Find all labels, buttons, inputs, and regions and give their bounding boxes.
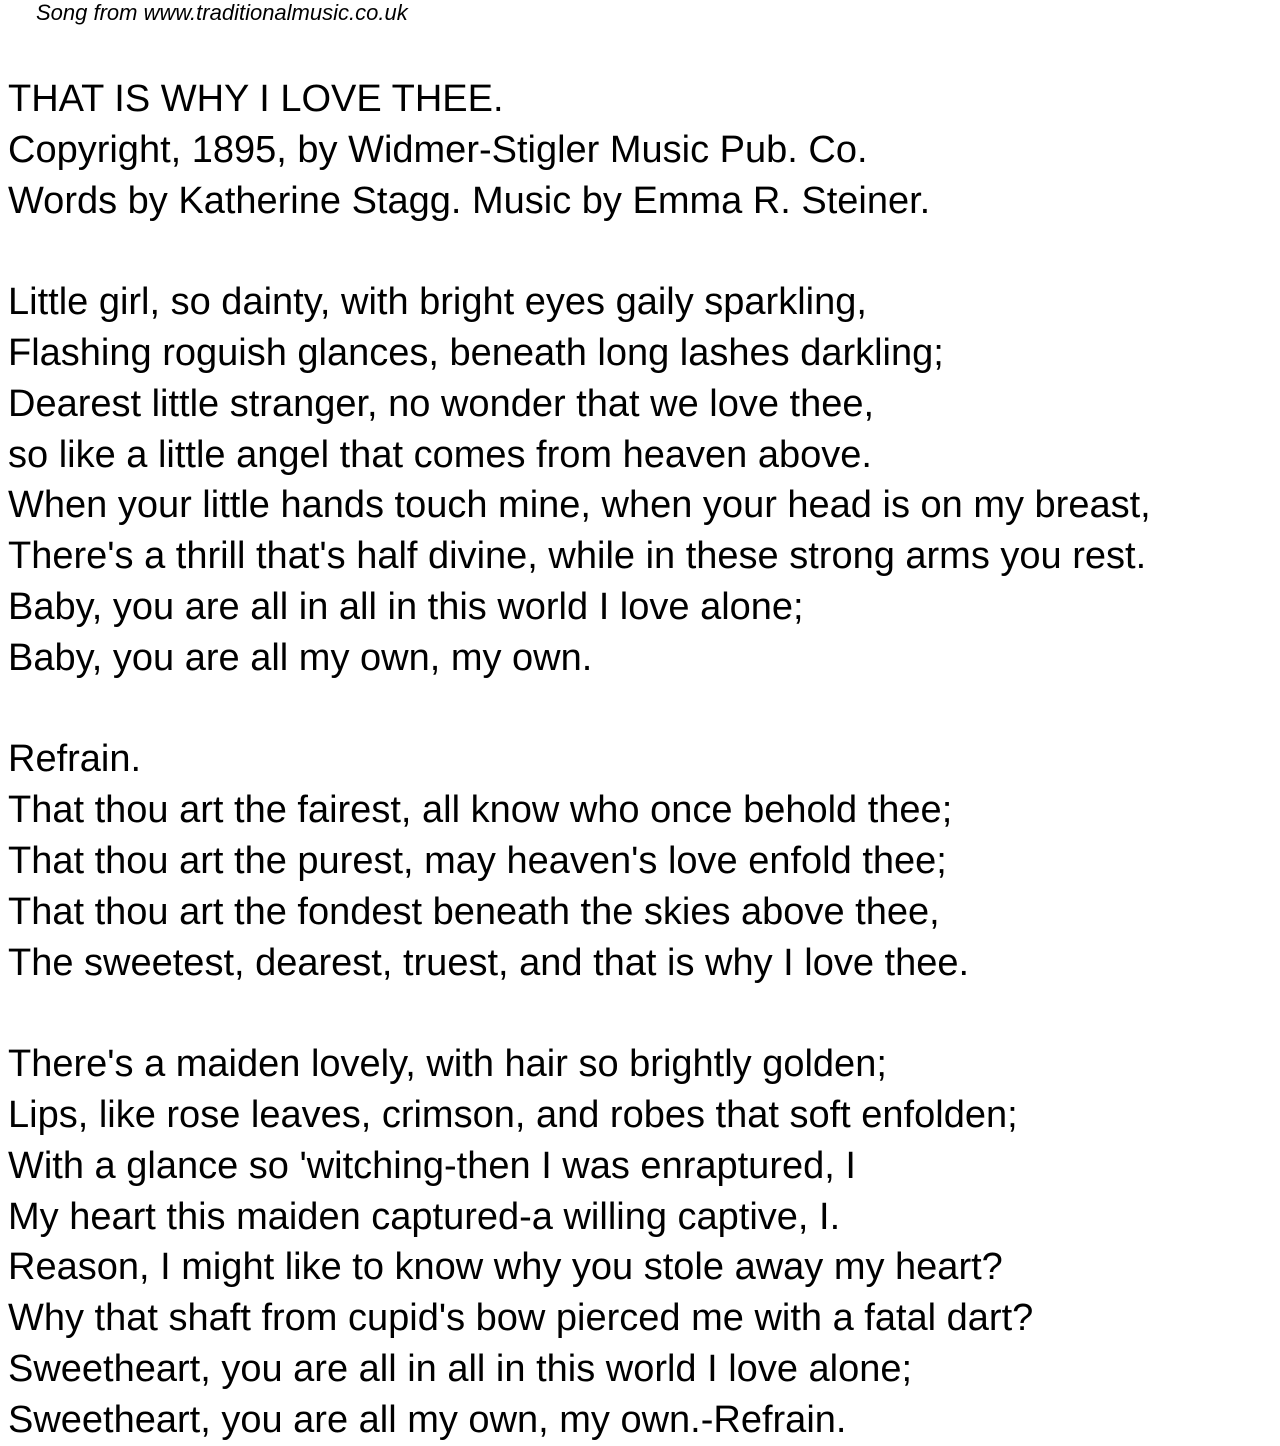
refrain-line: That thou art the purest, may heaven's love enfold thee; xyxy=(8,839,947,882)
verse-2-line: Lips, like rose leaves, crimson, and robes that soft enfolden; xyxy=(8,1093,1018,1136)
song-title: THAT IS WHY I LOVE THEE. xyxy=(8,78,504,120)
verse-2-line: Sweetheart, you are all in all in this world I love alone; xyxy=(8,1347,913,1390)
verse-1-line: There's a thrill that's half divine, while in these strong arms you rest. xyxy=(8,535,1147,578)
spacer xyxy=(8,226,1280,277)
credits-line: Words by Katherine Stagg. Music by Emma R. Steiner. xyxy=(8,179,931,222)
refrain-line: The sweetest, dearest, truest, and that is why I love thee. xyxy=(8,941,970,984)
refrain-heading: Refrain. xyxy=(8,738,142,781)
verse-1-line: Baby, you are all in all in this world I love alone; xyxy=(8,585,804,628)
verse-1-line: When your little hands touch mine, when your head is on my breast, xyxy=(8,484,1151,527)
copyright-line: Copyright, 1895, by Widmer-Stigler Music Pub. Co. xyxy=(8,128,868,171)
verse-2-line: Sweetheart, you are all my own, my own.-Refrain. xyxy=(8,1398,847,1441)
song-document xyxy=(8,74,1280,1446)
verse-2-line: Reason, I might like to know why you stole away my heart? xyxy=(8,1246,1003,1289)
verse-2-line: My heart this maiden captured-a willing captive, I. xyxy=(8,1195,841,1238)
verse-1-line: Baby, you are all my own, my own. xyxy=(8,636,593,679)
verse-1-line: Flashing roguish glances, beneath long lashes darkling; xyxy=(8,331,944,374)
refrain-line: That thou art the fairest, all know who once behold thee; xyxy=(8,789,953,832)
source-credit: Song from www.traditionalmusic.co.uk xyxy=(36,0,408,25)
verse-2-line: With a glance so 'witching-then I was enraptured, I xyxy=(8,1144,856,1187)
spacer xyxy=(8,988,1280,1039)
verse-1-line: Dearest little stranger, no wonder that we love thee, xyxy=(8,382,875,425)
verse-1-line: Little girl, so dainty, with bright eyes gaily sparkling, xyxy=(8,281,867,324)
spacer xyxy=(8,684,1280,735)
verse-1-line: so like a little angel that comes from heaven above. xyxy=(8,433,872,476)
verse-2-line: Why that shaft from cupid's bow pierced me with a fatal dart? xyxy=(8,1297,1034,1340)
verse-2-line: There's a maiden lovely, with hair so brightly golden; xyxy=(8,1043,887,1086)
refrain-line: That thou art the fondest beneath the skies above thee, xyxy=(8,890,940,933)
